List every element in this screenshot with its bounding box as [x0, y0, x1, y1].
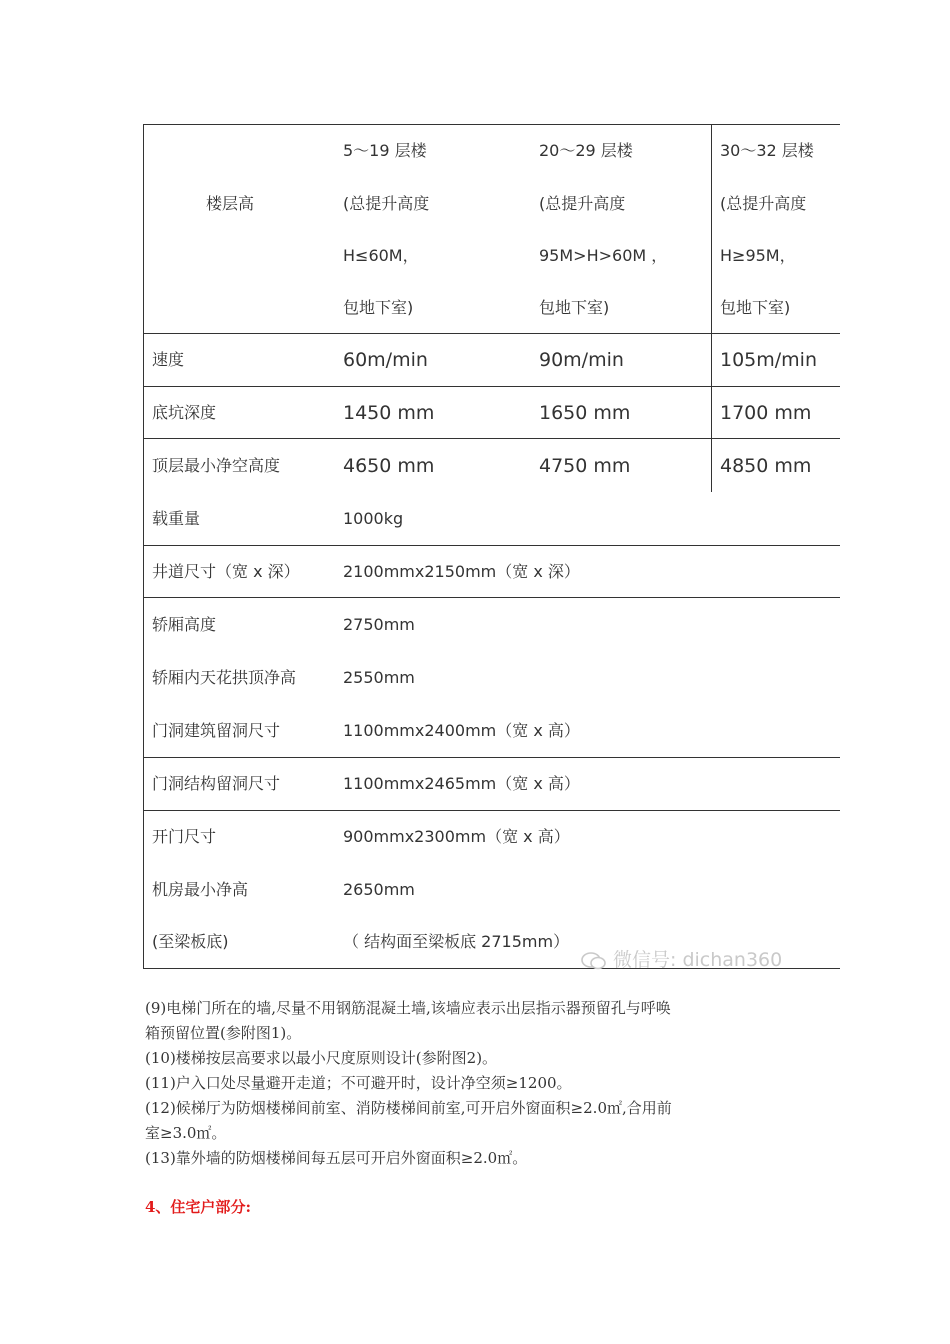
spec-value: 900mmx2300mm（宽 x 高）: [343, 827, 570, 846]
overhead-value: 4650 mm: [343, 455, 435, 477]
header-note: 包地下室): [343, 298, 414, 317]
spec-label: (至梁板底): [152, 932, 229, 951]
elevator-spec-table: [143, 124, 840, 969]
section-heading: 4、住宅户部分:: [145, 1198, 251, 1216]
spec-value: （ 结构面至梁板底 2715mm）: [343, 932, 570, 951]
row-divider: [143, 545, 840, 546]
paragraph-line: (13)靠外墙的防烟楼梯间每五层可开启外窗面积≥2.0㎡。: [145, 1149, 528, 1167]
speed-value: 105m/min: [720, 349, 818, 371]
speed-value: 60m/min: [343, 349, 428, 371]
paragraph-line: 箱预留位置(参附图1)。: [145, 1024, 302, 1042]
spec-label: 轿厢高度: [152, 615, 217, 634]
spec-value: 2100mmx2150mm（宽 x 深）: [343, 562, 580, 581]
row-divider: [143, 333, 840, 334]
header-floors: 5～19 层楼: [343, 141, 427, 160]
header-limit: H≥95M，: [720, 246, 796, 265]
table-col-divider: [711, 124, 712, 492]
header-lift-label: (总提升高度: [343, 194, 430, 213]
header-floors: 30～32 层楼: [720, 141, 814, 160]
header-note: 包地下室): [720, 298, 791, 317]
row-divider: [143, 757, 840, 758]
spec-label: 轿厢内天花拱顶净高: [152, 668, 297, 687]
table-border-left: [143, 124, 144, 969]
spec-value: 1100mmx2400mm（宽 x 高）: [343, 721, 580, 740]
paragraph-line: (12)候梯厅为防烟楼梯间前室、消防楼梯间前室,可开启外窗面积≥2.0㎡,合用前: [145, 1099, 672, 1117]
spec-label: 开门尺寸: [152, 827, 217, 846]
spec-value: 2750mm: [343, 615, 415, 634]
pit-depth-value: 1650 mm: [539, 402, 631, 424]
spec-value: 2550mm: [343, 668, 415, 687]
header-note: 包地下室): [539, 298, 610, 317]
spec-label: 载重量: [152, 509, 201, 528]
paragraph-line: (10)楼梯按层高要求以最小尺度原则设计(参附图2)。: [145, 1049, 498, 1067]
header-floors: 20～29 层楼: [539, 141, 633, 160]
wechat-icon: [581, 951, 607, 971]
spec-label: 门洞结构留洞尺寸: [152, 774, 281, 793]
watermark-text: 微信号: dichan360: [613, 949, 783, 971]
paragraph-line: (9)电梯门所在的墙,尽量不用钢筋混凝土墙,该墙应表示出层指示器预留孔与呼唤: [145, 999, 671, 1017]
paragraph-line: (11)户入口处尽量避开走道；不可避开时，设计净空须≥1200。: [145, 1074, 572, 1092]
table-border-top: [143, 124, 840, 125]
header-lift-label: (总提升高度: [539, 194, 626, 213]
header-limit: H≤60M，: [343, 246, 419, 265]
pit-depth-value: 1450 mm: [343, 402, 435, 424]
spec-label: 门洞建筑留洞尺寸: [152, 721, 281, 740]
wechat-watermark: [581, 945, 782, 972]
row-label-pit-depth: 底坑深度: [152, 403, 217, 422]
row-divider: [143, 386, 840, 387]
header-label: 楼层高: [206, 194, 255, 213]
spec-label: 机房最小净高: [152, 880, 249, 899]
spec-value: 1100mmx2465mm（宽 x 高）: [343, 774, 580, 793]
row-label-speed: 速度: [152, 350, 185, 369]
pit-depth-value: 1700 mm: [720, 402, 812, 424]
row-divider: [143, 438, 840, 439]
row-divider: [143, 810, 840, 811]
spec-label: 井道尺寸（宽 x 深）: [152, 562, 300, 581]
header-limit: 95M>H>60M ，: [539, 246, 668, 265]
overhead-value: 4850 mm: [720, 455, 812, 477]
spec-value: 1000kg: [343, 509, 404, 528]
header-lift-label: (总提升高度: [720, 194, 807, 213]
row-label-overhead: 顶层最小净空高度: [152, 456, 281, 475]
spec-value: 2650mm: [343, 880, 415, 899]
speed-value: 90m/min: [539, 349, 624, 371]
paragraph-line: 室≥3.0㎡。: [145, 1124, 227, 1142]
row-divider: [143, 597, 840, 598]
overhead-value: 4750 mm: [539, 455, 631, 477]
